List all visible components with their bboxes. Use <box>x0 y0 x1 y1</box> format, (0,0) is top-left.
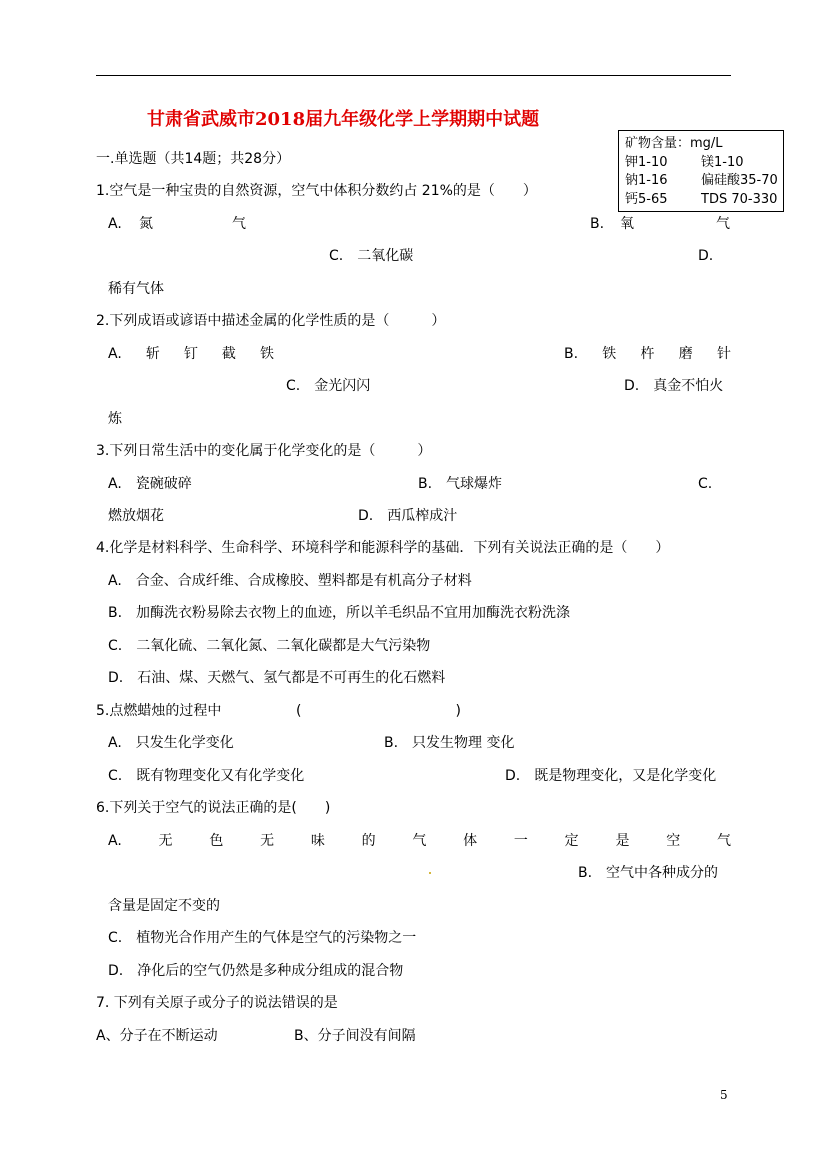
q2-option-b <box>564 345 731 363</box>
q1-option-b-char: 气 <box>716 216 730 232</box>
q2-option-char: 杵 <box>640 346 655 362</box>
q6-option-char: 体 <box>463 833 478 849</box>
question-3-stem: 3.下列日常生活中的变化属于化学变化的是（ ） <box>96 443 432 459</box>
info-box-cell: TDS 70-330 <box>701 191 778 207</box>
q1-option-b-char: 氧 <box>620 216 634 232</box>
info-box-cell: 镁1-10 <box>701 154 744 170</box>
info-box-row <box>625 191 783 210</box>
q6-option-char: 空 <box>666 833 681 849</box>
q5-option-d: D. 既是物理变化，又是化学变化 <box>505 768 717 784</box>
q6-option-char: 是 <box>615 833 630 849</box>
q7-option-a: A、分子在不断运动 <box>96 1028 218 1044</box>
q6-option-char: 无 <box>260 833 275 849</box>
info-box-cell: 钠1-16 <box>625 173 668 188</box>
header-rule <box>96 75 731 76</box>
q2-option-char: 截 <box>221 346 236 362</box>
q6-option-char: A. <box>108 833 122 849</box>
q6-option-c: C. 植物光合作用产生的气体是空气的污染物之一 <box>108 930 417 946</box>
q6-option-char: 的 <box>361 833 376 849</box>
q6-option-char: 气 <box>716 833 731 849</box>
q2-option-char: 斩 <box>145 346 160 362</box>
q6-option-char: 一 <box>513 833 528 849</box>
q3-option-a: A. 瓷碗破碎 <box>108 476 192 492</box>
q4-option-c: C. 二氧化硫、二氧化氮、二氧化碳都是大气污染物 <box>108 638 431 654</box>
q2-option-char: 磨 <box>678 346 693 362</box>
question-5-stem: 5.点燃蜡烛的过程中 <box>96 703 222 719</box>
q1-option-b-label: B. <box>590 216 605 232</box>
q5-option-b: B. 只发生物理 变化 <box>384 735 515 751</box>
q4-option-d: D. 石油、煤、天燃气、氢气都是不可再生的化石燃料 <box>108 670 446 686</box>
question-7-stem: 7. 下列有关原子或分子的说法错误的是 <box>96 995 338 1011</box>
q2-option-a <box>108 345 274 363</box>
info-box-cell: 偏硅酸35-70 <box>701 173 778 188</box>
q6-option-d: D. 净化后的空气仍然是多种成分组成的混合物 <box>108 963 404 979</box>
stray-dot-mark <box>429 872 431 874</box>
section-heading: 一.单选题（共14题；共28分） <box>96 151 291 167</box>
q2-option-char: B. <box>564 346 579 362</box>
q3-option-c-text: 燃放烟花 <box>108 508 164 524</box>
q6-option-char: 定 <box>564 833 579 849</box>
question-4-stem: 4.化学是材料科学、生命科学、环境科学和能源科学的基础．下列有关说法正确的是（ ） <box>96 540 670 556</box>
question-6-stem: 6.下列关于空气的说法正确的是( ) <box>96 800 331 816</box>
q7-option-b: B、分子间没有间隔 <box>294 1028 416 1044</box>
question-1-stem: 1.空气是一种宝贵的自然资源，空气中体积分数约占 21%的是（ ） <box>96 183 537 199</box>
info-box-row <box>625 154 783 173</box>
q2-option-c: C. 金光闪闪 <box>286 378 371 394</box>
q3-option-d: D. 西瓜榨成汁 <box>358 508 458 524</box>
q1-option-d-text: 稀有气体 <box>108 281 164 297</box>
q6-option-b-cont: 含量是固定不变的 <box>108 898 220 914</box>
q2-option-char: 针 <box>717 346 731 362</box>
q2-option-d-cont: 炼 <box>108 411 122 427</box>
q2-option-char: 钉 <box>183 346 198 362</box>
q3-option-c-label: C. <box>698 476 713 492</box>
q6-option-char: 味 <box>310 833 325 849</box>
q5-option-c: C. 既有物理变化又有化学变化 <box>108 768 305 784</box>
mineral-content-box <box>618 130 784 212</box>
page-number: 5 <box>720 1088 728 1102</box>
page-title: 甘肃省武威市2018届九年级化学上学期期中试题 <box>147 109 540 130</box>
q1-option-c: C. 二氧化碳 <box>329 248 414 264</box>
q1-option-a-label: A. <box>108 216 122 232</box>
q2-option-d: D. 真金不怕火 <box>624 378 724 394</box>
q6-option-char: 气 <box>412 833 427 849</box>
q6-option-a <box>108 832 731 850</box>
q2-option-char: 铁 <box>259 346 274 362</box>
info-box-cell: 钾1-10 <box>625 154 668 170</box>
q1-option-a-char: 氮 <box>139 216 153 232</box>
q6-option-char: 色 <box>209 833 224 849</box>
q5-answer-paren: ( ) <box>296 703 461 719</box>
info-box-row <box>625 172 783 191</box>
q1-option-d-label: D. <box>698 248 714 264</box>
q3-option-b: B. 气球爆炸 <box>418 476 503 492</box>
q2-option-char: 铁 <box>602 346 617 362</box>
q4-option-a: A. 合金、合成纤维、合成橡胶、塑料都是有机高分子材料 <box>108 573 472 589</box>
q6-option-b: B. 空气中各种成分的 <box>578 865 719 881</box>
info-box-header: 矿物含量：mg/L <box>625 136 723 151</box>
q5-option-a: A. 只发生化学变化 <box>108 735 234 751</box>
q6-option-char: 无 <box>158 833 173 849</box>
q4-option-b: B. 加酶洗衣粉易除去衣物上的血迹，所以羊毛织品不宜用加酶洗衣粉洗涤 <box>108 605 571 621</box>
q1-option-a-char: 气 <box>232 216 246 232</box>
question-2-stem: 2.下列成语或谚语中描述金属的化学性质的是（ ） <box>96 313 446 329</box>
q2-option-char: A. <box>108 346 122 362</box>
info-box-cell: 钙5-65 <box>625 191 668 207</box>
